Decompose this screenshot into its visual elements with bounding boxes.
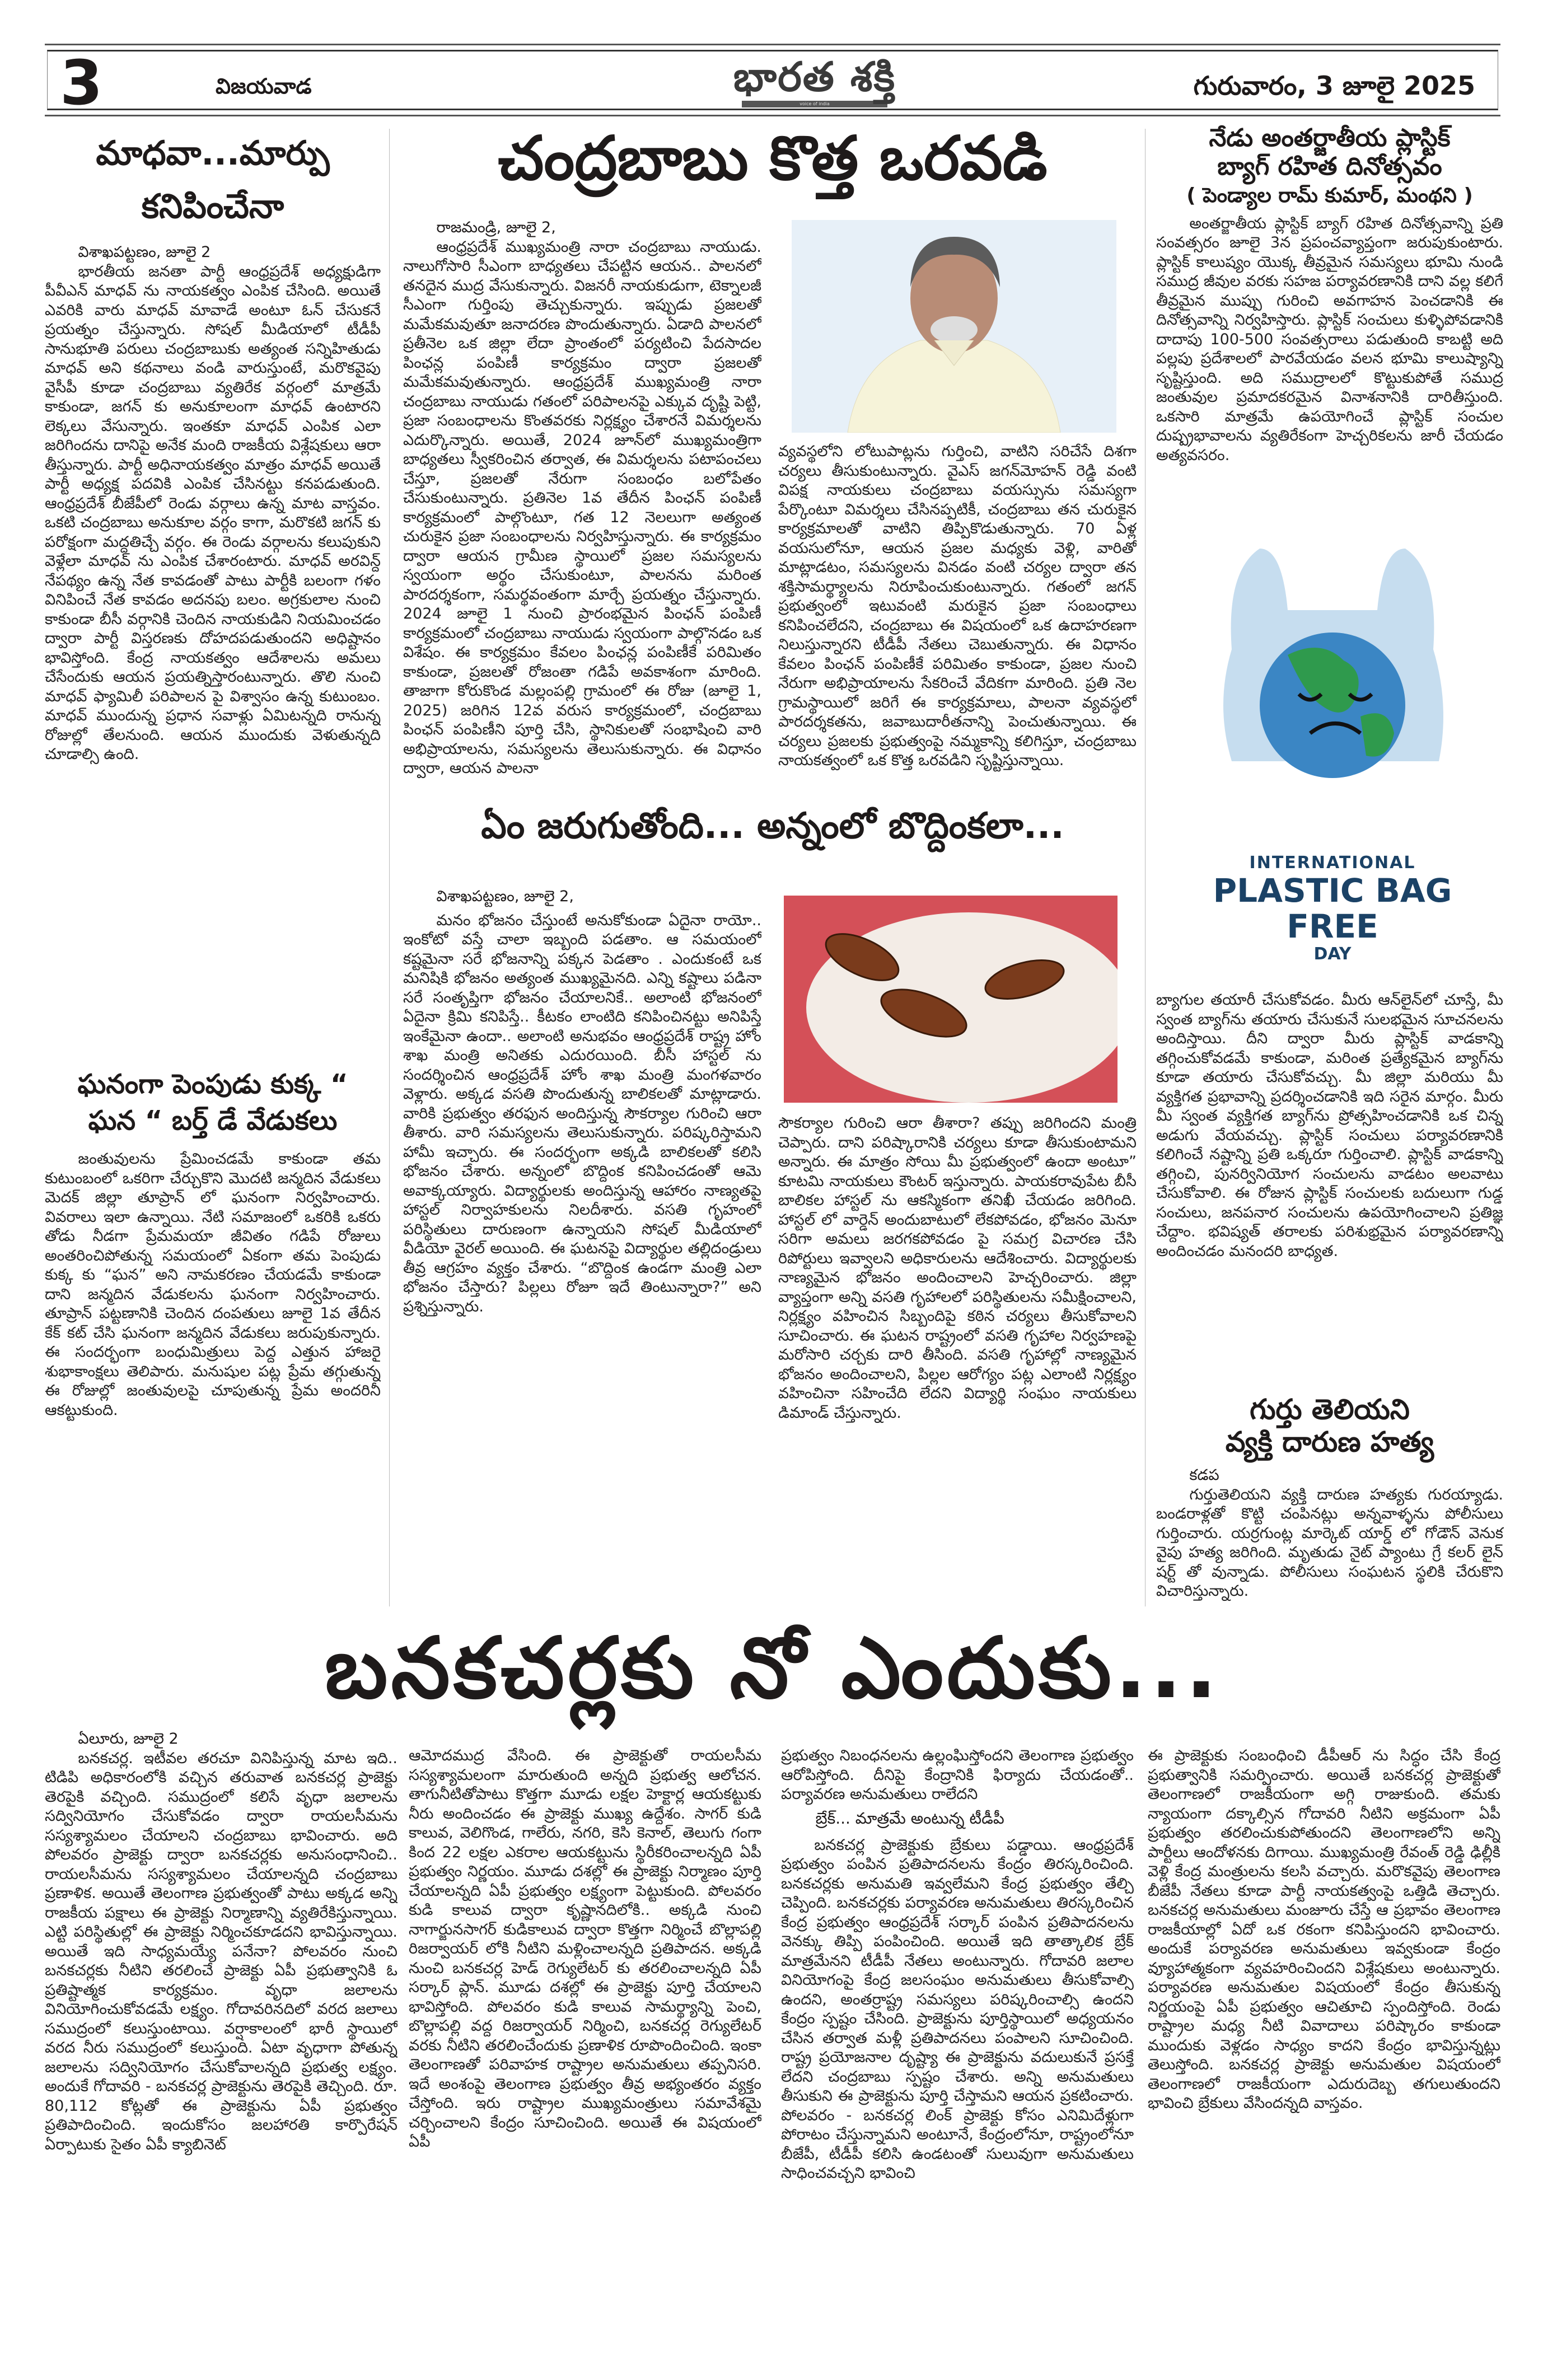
madhav-body xyxy=(45,263,381,1024)
banakacherla-body-col2-text: ఆమోదముద్ర వేసింది. ఈ ప్రాజెక్టుతో రాయలసీమ సస్యశ్యామలంగా మారుతుంది అన్నది ప్రభుత్వ ఆలోచన. తాగునీటితోపాటు కొత్తగా మూడు లక్షల హెక్టార్ల ఆయకట్టుకు నీరు అందించడం ఈ ప్రాజెక్టు ముఖ్య ఉద్దేశం. సాగర్ కుడి కాలువ, వెలిగొండ, గాలేరు, నగరి, కెసి కెనాల్, తెలుగు గంగా కింద 22 లక్షల ఎకరాల ఆయకట్టును స్థిరీకరించాలన్నది ఏపీ ప్రభుత్వం నిర్ణయం. మూడు దశల్లో ఈ ప్రాజెక్టు నిర్మాణం పూర్తి చేయాలన్నది ఏపీ ప్రభుత్వం లక్ష్యంగా పెట్టుకుంది. పోలవరం కుడి కాలువ ద్వారా కృష్ణానదిలోకి.. అక్కడి నుంచి నాగార్జునసాగర్ కుడికాలువ ద్వారా కొత్తగా నిర్మించే బొల్లాపల్లి రిజర్వాయర్ లోకి నీటిని మళ్లించాలన్నది ప్రతిపాదన. అక్కడి నుంచి బనకచర్ల హెడ్ రెగ్యులేటర్ కు తరలించాలన్నది ఏపీ సర్కార్ ప్లాన్. మూడు దశల్లో ఈ ప్రాజెక్టు పూర్తి చేయాలని భావిస్తోంది. పోలవరం కుడి కాలువ సామర్థ్యాన్ని పెంచి, బొల్లాపల్లి వద్ద రిజర్వాయర్ నిర్మించి, బనకచర్ల రెగ్యులేటర్ వరకు నీటిని తరలించేందుకు ప్రణాళిక రూపొందించింది. ఇంకా తెలంగాణతో పరివాహక రాష్ట్రాల అనుమతులు తప్పనిసరి. ఇదే అంశంపై తెలంగాణ ప్రభుత్వం తీవ్ర అభ్యంతరం వ్యక్తం చేస్తోంది. ఇరు రాష్ట్రాల ముఖ్యమంత్రులు సమావేశమై చర్చించాలని కేంద్రం సూచించింది. అయితే ఈ విషయంలో ఏపీ xyxy=(409,1747,761,2151)
dog-headline-line2: ఘన “ బర్త్ డే వేడుకలు xyxy=(88,1105,338,1137)
cockroach-image xyxy=(784,896,1117,1103)
food-body-col1-text: మనం భోజనం చేస్తుంటే అనుకోకుండా ఏదైనా రాయో.. ఇంకోటో వస్తే చాలా ఇబ్బంది పడతాం. ఆ సమయంలో కష్టమైనా సరే భోజనాన్ని పక్కన పెడతాం . ఎందుకంటే ఒక మనిషికి భోజనం అత్యంత ముఖ్యమైనది. ఎన్ని కష్టాలు పడినా సరే సంతృప్తిగా భోజనం చేయాలనికే.. అలాంటి భోజనంలో ఏదైనా క్రిమి కనిపిస్తే.. కీటకం లాంటిది కనిపించినట్టు అనిపిస్తే ఇంకేమైనా ఉందా.. అలాంటి అనుభవం ఆంధ్రప్రదేశ్ రాష్ట్ర హోం శాఖ మంత్రి అనితకు ఎదురయింది. బీసీ హాస్టల్ ను సందర్శించిన ఆంధ్రప్రదేశ్ హోం శాఖ మంత్రి మంగళవారం వెళ్లారు. అక్కడ వసతి పొందుతున్న బాలికలతో మాట్లాడారు. వారికి ప్రభుత్వం తరఫున అందిస్తున్న సౌకర్యాల గురించి ఆరా తీశారు. వారి సమస్యలను తెలుసుకున్నారు. పరిష్కరిస్తామని హామీ ఇచ్చారు. ఈ సందర్భంగా అక్కడి బాలికలతో కలిసి భోజనం చేశారు. అన్నంలో బొద్దింక కనిపించడంతో ఆమె అవాక్కయ్యారు. విద్యార్థులకు అందిస్తున్న ఆహారం నాణ్యతపై హాస్టల్ నిర్వాహకులను నిలదీశారు. వసతి గృహంలో పరిస్థితులు దారుణంగా ఉన్నాయని సోషల్ మీడియాలో వీడియో వైరల్ అయింది. ఈ ఘటనపై విద్యార్థుల తల్లిదండ్రులు తీవ్ర ఆగ్రహం వ్యక్తం చేశారు. “బొద్దింక ఉండగా మంత్రి ఎలా భోజనం చేస్తారు? పిల్లలు రోజూ ఇదే తింటున్నారా?” అని ప్రశ్నిస్తున్నారు. xyxy=(403,911,761,1315)
food-dateline: విశాఖపట్టణం, జూలై 2, xyxy=(436,888,574,905)
plastic-bag-free-poster xyxy=(1176,537,1489,980)
banakacherla-body-col1 xyxy=(45,1749,398,2303)
issue-date: గురువారం, 3 జూలై 2025 xyxy=(1193,71,1475,101)
plastic-byline: ( పెండ్యాల రామ్ కుమార్, మంథని ) xyxy=(1186,184,1473,208)
food-headline: ఏం జరుగుతోంది... అన్నంలో బొద్దింకలా... xyxy=(481,805,1064,847)
madhav-headline-line1: మాధవా...మార్పు xyxy=(96,134,330,173)
edition-city: విజయవాడ xyxy=(216,74,312,99)
story-murder xyxy=(1156,1394,1503,1601)
story-plastic xyxy=(1156,124,1503,466)
masthead-frame xyxy=(47,47,1498,119)
food-body-col2 xyxy=(778,1114,1137,1578)
story-dog-birthday xyxy=(45,1069,381,1631)
newspaper-logo xyxy=(686,53,943,114)
poster-line1: INTERNATIONAL xyxy=(1249,853,1416,873)
banakacherla-body-col3-bottom xyxy=(781,1836,1134,2306)
story-madhav xyxy=(45,134,381,1024)
chandrababu-body-col1 xyxy=(403,238,761,792)
banakacherla-body-col4-text: ఈ ప్రాజెక్టుకు సంబంధించి డీపీఆర్ ను సిద్ధం చేసి కేంద్ర ప్రభుత్వానికి సమర్పించారు. అయితే బనకచర్ల ప్రాజెక్టుతో తెలంగాణలో రాజకీయంగా అగ్గి రాజుకుంది. తమకు న్యాయంగా దక్కాల్సిన గోదావరి నీటిని అక్రమంగా ఏపీ ప్రభుత్వం తరలించుకుపోతుందని తెలంగాణలోని అన్ని పార్టీలు ఆందోళనకు దిగాయి. ముఖ్యమంత్రి రేవంత్ రెడ్డి ఢిల్లీకి వెళ్లి కేంద్ర మంత్రులను కలసి వచ్చారు. మరొకవైపు తెలంగాణ బీజేపీ నేతలు కూడా పార్టీ నాయకత్వంపై ఒత్తిడి తెచ్చారు. బనకచర్ల అనుమతులు మంజూరు చేస్తే ఆ ప్రభావం తెలంగాణ రాజకీయాల్లో ఏదో ఒక రకంగా కనిపిస్తుందని భావించారు. అందుకే పర్యావరణ అనుమతులు ఇవ్వకుండా కేంద్రం వ్యూహాత్మకంగా వ్యవహరించిందని విశ్లేషకులు అంటున్నారు. పర్యావరణ అనుమతుల విషయంలో కేంద్రం తీసుకున్న నిర్ణయంపై ఏపీ ప్రభుత్వం ఆచితూచి స్పందిస్తోంది. రెండు రాష్ట్రాల మధ్య నీటి వివాదాలు పరిష్కారం కాకుండా ముందుకు వెళ్లడం సాధ్యం కాదని కేంద్రం భావిస్తున్నట్లు తెలుస్తోంది. బనకచర్ల ప్రాజెక్టు అనుమతుల విషయంలో తెలంగాణలో రాజకీయంగా ఎదురుదెబ్బ తగులుతుందని భావించి బ్రేకులు వేసిందన్నది వాస్తవం. xyxy=(1148,1747,1500,2112)
chandrababu-body-col2-text: వ్యవస్థలోని లోటుపాట్లను గుర్తించి, వాటిని సరిచేసే దిశగా చర్యలు తీసుకుంటున్నారు. వైఎస్ జగన్‌మోహన్ రెడ్డి వంటి విపక్ష నాయకులు చంద్రబాబు వయస్సును సమస్యగా పేర్కొంటూ విమర్శలు చేసినప్పటికీ, చంద్రబాబు తన చురుకైన కార్యక్రమాలతో వాటిని తిప్పికొడుతున్నారు. 70 ఏళ్ల వయసులోనూ, ఆయన ప్రజల మధ్యకు వెళ్లి, వారితో మాట్లాడటం, సమస్యలను వినడం వంటి చర్యల ద్వారా తన శక్తిసామర్థ్యాలను నిరూపించుకుంటున్నారు. గతంలో జగన్ ప్రభుత్వంలో ఇటువంటి మరుకైన ప్రజా సంబంధాలు కనిపించలేదని, చంద్రబాబు ఈ విషయంలో ఒక ఉదాహరణగా నిలుస్తున్నారని టీడీపీ నేతలు చెబుతున్నారు. ఈ విధానం కేవలం పింఛన్ పంపిణీకే పరిమితం కాకుండా, ప్రజల నుంచి నేరుగా అభిప్రాయాలను సేకరించే వేదికగా మారింది. ప్రతి నెల గ్రామస్థాయిలో జరిగే ఈ కార్యక్రమాలు, పాలనా వ్యవస్థలో పారదర్శకతను, జవాబుదారీతనాన్ని పెంచుతున్నాయి. ఈ చర్యలు ప్రజలకు ప్రభుత్వంపై నమ్మకాన్ని కలిగిస్తూ, చంద్రబాబు నాయకత్వంలో ఒక కొత్త ఒరవడిని సృష్టిస్తున్నాయి. xyxy=(778,443,1137,769)
food-body-col2-text: సౌకర్యాల గురించి ఆరా తీశారా? తప్పు జరిగిందని మంత్రి చెప్పారు. దాని పరిష్కారానికి చర్యలు కూడా తీసుకుంటామని అన్నారు. ఈ మాత్రం సోయి మీ ప్రభుత్వంలో ఉందా అంటూ” కూటమి నాయకులు కౌంటర్ ఇస్తున్నారు. పాయకరావుపేట బీసీ బాలికల హాస్టల్ ను ఆకస్మికంగా తనిఖీ చేయడం జరిగింది. హాస్టల్ లో వార్డెన్ అందుబాటులో లేకపోవడం, భోజనం మెనూ సరిగా అమలు జరగకపోవడం పై సమగ్ర విచారణ చేసి రిపోర్టులు ఇవ్వాలని అధికారులను ఆదేశించారు. విద్యార్థులకు నాణ్యమైన భోజనం అందించాలని హెచ్చరించారు. జిల్లా వ్యాప్తంగా అన్ని వసతి గృహాలలో పరిస్థితులను సమీక్షించాలని, నిర్లక్ష్యం వహించిన సిబ్బందిపై కఠిన చర్యలు తీసుకోవాలని సూచించారు. ఈ ఘటన రాష్ట్రంలో వసతి గృహాల నిర్వహణపై మరోసారి చర్చకు దారి తీసింది. వసతి గృహాల్లో నాణ్యమైన భోజనం అందించాలని, పిల్లల ఆరోగ్యం పట్ల ఎలాంటి నిర్లక్ష్యం వహించినా సహించేది లేదని విద్యార్థి సంఘం నాయకులు డిమాండ్ చేస్తున్నారు. xyxy=(778,1114,1137,1422)
dog-headline-line1: ఘనంగా పెంపుడు కుక్క “ xyxy=(77,1069,348,1100)
plastic-body-top xyxy=(1156,214,1503,466)
column-rule xyxy=(389,129,390,1606)
page-number: 3 xyxy=(60,47,103,119)
madhav-headline-line2: కనిపించేనా xyxy=(141,187,284,226)
murder-dateline: కడప xyxy=(1189,1467,1219,1484)
murder-headline-line2: వ్యక్తి దారుణ హత్య xyxy=(1225,1425,1434,1458)
story-food-col1 xyxy=(403,887,761,1600)
poster-line2: PLASTIC BAG FREE xyxy=(1213,872,1452,945)
banakacherla-body-col3-top xyxy=(781,1746,1134,1805)
banakacherla-body-col1-text: బనకచర్ల. ఇటీవల తరచూ వినిపిస్తున్న మాట ఇది.. టిడిపి అధికారంలోకి వచ్చిన తరువాత బనకచర్ల ప్రాజెక్టు తెరపైకి వచ్చింది. సముద్రంలో కలిసే వృధా జలాలను సద్వినియోగం చేసుకోవడం ద్వారా రాయలసీమను సస్యశ్యామలం చేయాలని చంద్రబాబు భావించారు. అది పోలవరం ప్రాజెక్టు ద్వారా బనకచర్లకు అనుసంధానించి.. రాయలసీమను సస్యశ్యామలం చేయాలన్నది చంద్రబాబు ప్రణాళిక. అయితే తెలంగాణ ప్రభుత్వంతో పాటు అక్కడ అన్ని రాజకీయ పక్షాలు ఈ ప్రాజెక్టు నిర్మాణాన్ని వ్యతిరేకిస్తున్నాయి. ఎట్టి పరిస్థితుల్లో ఈ ప్రాజెక్టు నిర్మించకూడదని భావిస్తున్నాయి. అయితే ఇది సాధ్యమయ్యే పనేనా? పోలవరం నుంచి బనకచర్లకు నీటిని తరలించే ప్రాజెక్టు ఏపీ ప్రభుత్వానికి ఓ ప్రతిష్టాత్మక కార్యక్రమం. వృధా జలాలను వినియోగించుకోవడమే లక్ష్యం. గోదావరినదిలో వరద జలాలు సముద్రంలో కలుస్తుంటాయి. వర్షాకాలంలో భారీ స్థాయిలో వరద నీరు సముద్రంలో కలుస్తుంది. ఏటా వృధాగా పోతున్న జలాలను సద్వినియోగం చేసుకోవాలన్నది ప్రభుత్వ లక్ష్యం. అందుకే గోదావరి - బనకచర్ల ప్రాజెక్టును తెరపైకి తెచ్చింది. రూ. 80,112 కోట్లతో ఈ ప్రాజెక్టును ఏపీ ప్రభుత్వం ప్రతిపాదించింది. ఇందుకోసం జలహారతి కార్పొరేషన్ ఏర్పాటుకు సైతం ఏపీ క్యాబినెట్ xyxy=(45,1749,398,2153)
chandrababu-dateline: రాజమండ్రి, జూలై 2, xyxy=(436,219,556,236)
plastic-body-top-text: అంతర్జాతీయ ప్లాస్టిక్ బ్యాగ్ రహిత దినోత్సవాన్ని ప్రతి సంవత్సరం జూలై 3న ప్రపంచవ్యాప్తంగా జరుపుకుంటారు. ప్లాస్టిక్ కాలుష్యం యొక్క తీవ్రమైన సమస్యలు భూమి నుండి సముద్ర జీవుల వరకు సహజ పర్యావరణానికి దాని వల్ల కలిగే తీవ్రమైన ముప్పు గురించి అవగాహన పెంచడానికి ఈ దినోత్సవాన్ని నిర్వహిస్తారు. ప్లాస్టిక్ సంచులు కుళ్ళిపోవడానికి దాదాపు 100-500 సంవత్సరాలు పడుతుంది కాబట్టి అది పల్లపు ప్రదేశాలలో పారవేయడం వలన భూమి కాలుష్యాన్ని సృష్టిస్తుంది. అది సముద్రాలలో కొట్టుకుపోతే సముద్ర జంతువుల ప్రమాదకరమైన వినాశనానికి దారితీస్తుంది. ఒకసారి మాత్రమే ఉపయోగించే ప్లాస్టిక్ సంచుల దుష్ప్రభావాలను వ్యతిరేకంగా హెచ్చరికలను జారీ చేయడం అత్యవసరం. xyxy=(1156,214,1503,464)
plastic-headline-line2: బ్యాగ్ రహిత దినోత్సవం xyxy=(1217,152,1442,181)
madhav-dateline: విశాఖపట్టణం, జూలై 2 xyxy=(78,243,211,261)
banakacherla-dateline: ఏలూరు, జూలై 2 xyxy=(78,1730,179,1747)
dog-body xyxy=(45,1150,381,1631)
banakacherla-body-col3-top-text: ప్రభుత్వం నిబంధనలను ఉల్లంఘిస్తోందని తెలంగాణ ప్రభుత్వం ఆరోపిస్తోంది. దీనిపై కేంద్రానికి ఫిర్యాదు చేయడంతో.. పర్యావరణ అనుమతులు రాలేదని xyxy=(781,1747,1134,1803)
food-body-col1 xyxy=(403,911,761,1600)
portrait-image xyxy=(792,220,1116,433)
banakacherla-headline: బనకచర్లకు నో ఎందుకు... xyxy=(324,1620,1221,1717)
banakacherla-body-col2 xyxy=(409,1746,761,2317)
sad-earth-in-bag-icon xyxy=(1176,537,1489,851)
banakacherla-col3 xyxy=(781,1746,1134,2306)
plastic-headline-line1: నేడు అంతర్జాతీయ ప్లాస్టిక్ xyxy=(1209,124,1451,152)
banakacherla-body-col4 xyxy=(1148,1746,1500,2317)
masthead xyxy=(45,44,1500,119)
newspaper-name: భారత శక్తి xyxy=(733,53,896,100)
logo-tagline: voice of india xyxy=(742,101,887,107)
poster-line3: DAY xyxy=(1313,944,1352,964)
story-chandrababu-col1 xyxy=(403,218,761,792)
madhav-body-text: భారతీయ జనతా పార్టీ ఆంధ్రప్రదేశ్ అధ్యక్షుడిగా పీవీఎన్ మాధవ్ ను నాయకత్వం ఎంపిక చేసింది. అయితే ఎవరికి వారు మాధవ్ మావాడే అంటూ ఓన్ చేసుకనే ప్రయత్నం చేస్తున్నారు. సోషల్ మీడియాలో టీడీపీ సానుభూతి పరులు చంద్రబాబుకు అత్యంత సన్నిహితుడు మాధవ్ అని కథనాలు వండి వారుస్తుంటే, మరొకవైపు వైసీపీ కూడా చంద్రబాబు వ్యతిరేక వర్గంలో మాత్రమే కాకుండా, జగన్ కు అనుకూలంగా మాధవ్ ఉంటారని లెక్కలు వేసున్నారు. ఇంతకూ మాధవ్ ఎంపిక ఎలా జరిగిందను దానిపై అనేక మంది రాజకీయ విశ్లేషకులు ఆరా తీస్తున్నారు. పార్టీ అధినాయకత్వం మాత్రం మాధవ్ అయితే పార్టీ అధ్యక్ష పదవికి ఎంపిక చేసినట్టు కనపడుతుంది. ఆంధ్రప్రదేశ్ బీజేపీలో రెండు వర్గాలు ఉన్న మాట వాస్తవం. ఒకటి చంద్రబాబు అనుకూల వర్గం కాగా, మరొకటి జగన్ కు పరోక్షంగా మద్దతిచ్చే వర్గం. ఈ రెండు వర్గాలను కలుపుకుని వెళ్లేలా మాధవ్ ను ఎంపిక చేశారంటారు. మాధవ్ అరవిన్ద్ నేపథ్యం ఉన్న నేత కావడంతో పాటు పార్టీకి బలంగా గళం వినిపించే నేత కావడం అదనపు బలం. అగ్రకులాల నుంచి కాకుండా బీసీ వర్గానికి చెందిన నాయకుడిని నియమించడం ద్వారా పార్టీ విస్తరణకు దోహదపడుతుందని అధిష్టానం భావిస్తోంది. కేంద్ర నాయకత్వం ఆదేశాలను అమలు చేసేందుకు ఆయన ప్రయత్నిస్తారంటున్నారు. తొలి నుంచి మాధవ్ ఫ్యామిలీ పరిపాలన పై విశ్వాసం ఉన్న కుటుంబం. మాధవ్ ముందున్న ప్రధాన సవాళ్లు ఏమిటన్నది రానున్న రోజుల్లో తేలనుంది. ఆయన ముందుకు వెళుతున్నది చూడాల్సి ఉంది. xyxy=(45,263,381,763)
dog-body-text: జంతువులను ప్రేమించడమే కాకుండా తమ కుటుంబంలో ఒకరిగా చేర్చుకొని మొదటి జన్మదిన వేడుకలు మెదక్ జిల్లా తూప్రాన్ లో ఘనంగా నిర్వహించారు. వివరాలు ఇలా ఉన్నాయి. నేటి సమాజంలో ఒకరికి ఒకరు తోడు నీడగా ప్రేమమయా జీవితం గడిపే రోజులు అంతరించిపోతున్న సమయంలో ఏకంగా తమ పెంపుడు కుక్క కు “ఘన” అని నామకరణం చేయడమే కాకుండా దాని జన్మదిన వేడుకలను ఘనంగా నిర్వహించారు. తూప్రాన్ పట్టణానికి చెందిన దంపతులు జూలై 1వ తేదీన కేక్ కట్ చేసి ఘనంగా జన్మదిన వేడుకలు జరుపుకున్నారు. ఈ సందర్భంగా బంధుమిత్రులు పెద్ద ఎత్తున హాజరై శుభాకాంక్షలు తెలిపారు. మనుషుల పట్ల ప్రేమ తగ్గుతున్న ఈ రోజుల్లో జంతువులపై చూపుతున్న ప్రేమ అందరినీ ఆకట్టుకుంది. xyxy=(45,1150,381,1419)
murder-body xyxy=(1156,1486,1503,1601)
chandrababu-photo xyxy=(792,220,1116,433)
chandrababu-body-col2 xyxy=(778,442,1137,772)
banakacherla-body-col3-bottom-text: బనకచర్ల ప్రాజెక్టుకు బ్రేకులు పడ్డాయి. ఆంధ్రప్రదేశ్ ప్రభుత్వం పంపిన ప్రతిపాదనలను కేంద్రం తిరస్కరించింది. బనకచర్లకు అనుమతి ఇవ్వలేమని కేంద్ర ప్రభుత్వం తేల్చి చెప్పింది. బనకచర్లకు పర్యావరణ అనుమతులు తిరస్కరించిన కేంద్ర ప్రభుత్వం ఆంధ్రప్రదేశ్ సర్కార్ పంపిన ప్రతిపాదనలను వెనక్కు తిప్పి పంపించింది. అయితే ఇది తాత్కాలిక బ్రేక్ మాత్రమేనని టీడీపీ నేతలు అంటున్నారు. గోదావరి జలాల వినియోగంపై కేంద్ర జలసంఘం అనుమతులు తీసుకోవాల్సి ఉందని, అంతర్రాష్ట్ర సమస్యలు పరిష్కరించాల్సి ఉందని కేంద్రం స్పష్టం చేసింది. ప్రాజెక్టును పూర్తిస్థాయిలో అధ్యయనం చేసిన తర్వాత మళ్లీ ప్రతిపాదనలు పంపాలని సూచించింది. రాష్ట్ర ప్రయోజనాల దృష్ట్యా ఈ ప్రాజెక్టును వదులుకునే ప్రసక్తే లేదని చంద్రబాబు స్పష్టం చేశారు. అన్ని అనుమతులు తీసుకుని ఈ ప్రాజెక్టును పూర్తి చేస్తామని ఆయన ప్రకటించారు. పోలవరం - బనకచర్ల లింక్ ప్రాజెక్టు కోసం ఎనిమిదేళ్లుగా పోరాటం చేస్తున్నామని అంటూనే, కేంద్రంలోనూ, రాష్ట్రంలోనూ బీజేపీ, టీడీపీ కలిసి ఉండటంతో సులువుగా అనుమతులు సాధించవచ్చని భావించి xyxy=(781,1836,1134,2182)
banakacherla-subhead: బ్రేక్... మాత్రమే అంటున్న టీడీపీ xyxy=(815,1809,1004,1828)
murder-headline-line1: గుర్తు తెలియని xyxy=(1250,1393,1410,1426)
banakacherla-col1 xyxy=(45,1730,398,2303)
plastic-body-bottom xyxy=(1156,991,1503,1383)
murder-body-text: గుర్తుతెలియని వ్యక్తి దారుణ హత్యకు గురయ్యాడు. బండరాళ్లతో కొట్టి చంపినట్లు అన్నవాళ్ళను పోలీసులు గుర్తించారు. యర్రగుంట్ల మార్కెట్ యార్డ్ లో గోడౌన్ వెనుక వైపు హత్య జరిగింది. మృతుడు నైట్ ప్యాంటు గ్రే కలర్ లైన్ షర్ట్ తో వున్నాడు. పోలీసులు సంఘటన స్థలికి చేరుకొని విచారిస్తున్నారు. xyxy=(1156,1486,1503,1600)
cockroach-photo xyxy=(784,896,1117,1103)
chandrababu-body-col1-text: ఆంధ్రప్రదేశ్ ముఖ్యమంత్రి నారా చంద్రబాబు నాయుడు. నాలుగోసారి సీఎంగా బాధ్యతలు చేపట్టిన ఆయన.. పాలనలో తనదైన ముద్ర వేసుకున్నారు. విజనరీ నాయకుడుగా, టెక్నాలజీ సీఎంగా గుర్తింపు తెచ్చుకున్నారు. ఇప్పుడు ప్రజలతో మమేకమవుతూ జనాదరణ పొందుతున్నారు. ఏడాది పాలనలో ప్రతీనెల ఒక జిల్లా లేదా ప్రాంతంలో పర్యటించి పేదసాదల పింఛన్ల పంపిణీ కార్యక్రమం ద్వారా ప్రజలతో మమేకమవుతున్నారు. ఆంధ్రప్రదేశ్ ముఖ్యమంత్రి నారా చంద్రబాబు నాయుడు గతంలో పరిపాలనపై ఎక్కువ దృష్టి పెట్టి, ప్రజా సంబంధాలను కొంతవరకు నిర్లక్ష్యం చేశారనే విమర్శలను ఎదుర్కొన్నారు. అయితే, 2024 జూన్‌లో ముఖ్యమంత్రిగా బాధ్యతలు స్వీకరించిన తర్వాత, ఈ విమర్శలను పటాపంచలు చేస్తూ, ప్రజలతో నేరుగా సంబంధం బలోపేతం చేసుకుంటున్నారు. ప్రతినెల 1వ తేదీన పింఛన్ పంపిణీ కార్యక్రమంలో పాల్గొంటూ, గత 12 నెలలుగా అత్యంత చురుకైన ప్రజా సంబంధాలను నిర్వహిస్తున్నారు. ఈ కార్యక్రమం ద్వారా ఆయన గ్రామీణ స్థాయిలో ప్రజల సమస్యలను స్వయంగా అర్థం చేసుకుంటూ, పాలనను మరింత పారదర్శకంగా, సమర్థవంతంగా మార్చే ప్రయత్నం చేస్తున్నారు. 2024 జూలై 1 నుంచి ప్రారంభమైన పింఛన్ పంపిణీ కార్యక్రమంలో చంద్రబాబు నాయుడు స్వయంగా పాల్గొనడం ఒక విశేషం. ఈ కార్యక్రమం కేవలం పింఛన్ల పంపిణీకే పరిమితం కాకుండా, ప్రజలతో రోజంతా గడిపే అవకాశంగా మారింది. తాజాగా కోరుకొండ మల్లంపల్లి గ్రామంలో ఈ రోజు (జూలై 1, 2025) జరిగిన 12వ వరుస కార్యక్రమంలో, చంద్రబాబు పింఛన్ పంపిణీని పూర్తి చేసి, స్థానికులతో సంభాషించి వారి అభిప్రాయాలను, సమస్యలను తెలుసుకున్నారు. ఈ విధానం ద్వారా, ఆయన పాలనా xyxy=(403,238,761,777)
chandrababu-headline: చంద్రబాబు కొత్త ఒరవడి xyxy=(498,124,1048,194)
plastic-body-bottom-text: బ్యాగుల తయారీ చేసుకోవడం. మీరు ఆన్‌లైన్‌లో చూస్తే, మీ స్వంత బ్యాగ్‌ను తయారు చేసుకునే సులభమైన సూచనలను అందిస్తాయి. దీని ద్వారా మీరు ప్లాస్టిక్ వాడకాన్ని తగ్గించుకోవడమే కాకుండా, మరింత ప్రత్యేకమైన బ్యాగ్‌ను కూడా తయారు చేసుకోవచ్చు. మీ జిల్లా మరియు మీ వ్యక్తిగత ప్రభావాన్ని ప్రదర్శించడానికి ఇది సరైన మార్గం. మీరు మీ స్వంత వ్యక్తిగత బ్యాగ్‌ను ప్రోత్సహించడానికి ఒక చిన్న అడుగు వేయవచ్చు. ప్లాస్టిక్ సంచులు పర్యావరణానికి కలిగించే నష్టాన్ని ప్రతి ఒక్కరూ గుర్తించాలి. ప్లాస్టిక్ వాడకాన్ని తగ్గించి, పునర్వినియోగ సంచులను వాడటం అలవాటు చేసుకోవాలి. ఈ రోజున ప్లాస్టిక్ సంచులకు బదులుగా గుడ్డ సంచులు, జనపనార సంచులను ఉపయోగించాలని ప్రతిజ్ఞ చేద్దాం. భవిష్యత్ తరాలకు పరిశుభ్రమైన పర్యావరణాన్ని అందించడం మనందరి బాధ్యత. xyxy=(1156,991,1503,1260)
